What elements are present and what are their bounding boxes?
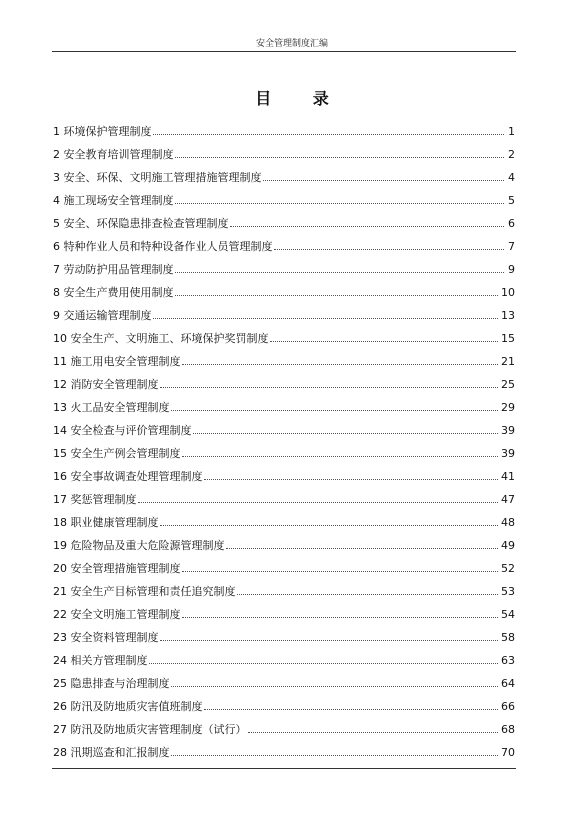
toc-entry-title: 27 防汛及防地质灾害管理制度（试行） [53, 723, 247, 736]
toc-dot-leader [175, 157, 505, 158]
toc-entry-title: 7 劳动防护用品管理制度 [53, 263, 174, 276]
toc-entry[interactable] [53, 737, 515, 760]
toc-entry-title: 28 汛期巡查和汇报制度 [53, 746, 170, 759]
toc-entry-title: 4 施工现场安全管理制度 [53, 194, 174, 207]
toc-entry-title: 10 安全生产、文明施工、环境保护奖罚制度 [53, 332, 269, 345]
toc-entry-page-number: 25 [501, 378, 515, 391]
toc-dot-leader [204, 709, 499, 710]
toc-entry[interactable] [53, 208, 515, 231]
toc-entry[interactable] [53, 576, 515, 599]
toc-dot-leader [182, 571, 499, 572]
toc-entry-title: 14 安全检查与评价管理制度 [53, 424, 192, 437]
toc-dot-leader [153, 318, 499, 319]
toc-entry-title: 9 交通运输管理制度 [53, 309, 152, 322]
toc-entry-title: 8 安全生产费用使用制度 [53, 286, 174, 299]
toc-dot-leader [182, 617, 499, 618]
toc-entry-page-number: 29 [501, 401, 515, 414]
toc-entry[interactable] [53, 691, 515, 714]
toc-entry-page-number: 5 [508, 194, 515, 207]
toc-entry-title: 21 安全生产目标管理和责任追究制度 [53, 585, 236, 598]
toc-entry-page-number: 52 [501, 562, 515, 575]
toc-dot-leader [182, 364, 499, 365]
toc-entry-page-number: 41 [501, 470, 515, 483]
toc-dot-leader [175, 272, 505, 273]
toc-dot-leader [270, 341, 499, 342]
toc-entry-title: 5 安全、环保隐患排查检查管理制度 [53, 217, 229, 230]
toc-dot-leader [263, 180, 505, 181]
toc-entry-page-number: 54 [501, 608, 515, 621]
toc-entry[interactable] [53, 346, 515, 369]
toc-entry-page-number: 1 [508, 125, 515, 138]
toc-entry-title: 22 安全文明施工管理制度 [53, 608, 181, 621]
running-header: 安全管理制度汇编 [255, 39, 328, 49]
toc-entry-title: 11 施工用电安全管理制度 [53, 355, 181, 368]
toc-entry-page-number: 47 [501, 493, 515, 506]
toc-entry-page-number: 70 [501, 746, 515, 759]
toc-entry-title: 25 隐患排查与治理制度 [53, 677, 170, 690]
toc-entry-title: 19 危险物品及重大危险源管理制度 [53, 539, 225, 552]
toc-entry-page-number: 21 [501, 355, 515, 368]
toc-dot-leader [204, 479, 499, 480]
toc-entry-title: 17 奖惩管理制度 [53, 493, 137, 506]
toc-entry[interactable] [53, 622, 515, 645]
toc-dot-leader [160, 387, 499, 388]
toc-dot-leader [175, 203, 505, 204]
toc-entry[interactable] [53, 461, 515, 484]
toc-entry-title: 6 特种作业人员和特种设备作业人员管理制度 [53, 240, 273, 253]
toc-entry-page-number: 64 [501, 677, 515, 690]
toc-entry[interactable] [53, 553, 515, 576]
toc-entry-page-number: 48 [501, 516, 515, 529]
toc-entry-title: 13 火工品安全管理制度 [53, 401, 170, 414]
toc-entry[interactable] [53, 162, 515, 185]
toc-entry-page-number: 9 [508, 263, 515, 276]
toc-entry-title: 1 环境保护管理制度 [53, 125, 152, 138]
toc-entry-page-number: 68 [501, 723, 515, 736]
toc-dot-leader [193, 433, 499, 434]
header-divider [52, 51, 516, 52]
toc-entry-title: 23 安全资料管理制度 [53, 631, 159, 644]
toc-entry[interactable] [53, 530, 515, 553]
toc-dot-leader [171, 410, 499, 411]
toc-entry-title: 26 防汛及防地质灾害值班制度 [53, 700, 203, 713]
toc-title: 目 录 [255, 89, 347, 108]
toc-entry-title: 18 职业健康管理制度 [53, 516, 159, 529]
toc-entry[interactable] [53, 392, 515, 415]
toc-entry[interactable] [53, 323, 515, 346]
toc-entry[interactable] [53, 599, 515, 622]
toc-entry-title: 12 消防安全管理制度 [53, 378, 159, 391]
toc-entry[interactable] [53, 645, 515, 668]
toc-dot-leader [171, 755, 499, 756]
toc-entry[interactable] [53, 714, 515, 737]
toc-entry[interactable] [53, 254, 515, 277]
toc-entry-page-number: 7 [508, 240, 515, 253]
toc-entry-page-number: 10 [501, 286, 515, 299]
toc-dot-leader [153, 134, 505, 135]
toc-dot-leader [182, 456, 499, 457]
toc-dot-leader [160, 525, 499, 526]
toc-dot-leader [171, 686, 499, 687]
toc-entry[interactable] [53, 139, 515, 162]
toc-entry-page-number: 49 [501, 539, 515, 552]
toc-dot-leader [237, 594, 499, 595]
toc-dot-leader [160, 640, 499, 641]
toc-entry-title: 2 安全教育培训管理制度 [53, 148, 174, 161]
toc-entry-title: 3 安全、环保、文明施工管理措施管理制度 [53, 171, 262, 184]
toc-dot-leader [175, 295, 499, 296]
toc-entry[interactable] [53, 438, 515, 461]
toc-entry-page-number: 39 [501, 447, 515, 460]
toc-entry-page-number: 2 [508, 148, 515, 161]
toc-entry[interactable] [53, 668, 515, 691]
toc-entry-title: 16 安全事故调查处理管理制度 [53, 470, 203, 483]
toc-entry-title: 20 安全管理措施管理制度 [53, 562, 181, 575]
toc-entry-page-number: 4 [508, 171, 515, 184]
toc-entry-title: 15 安全生产例会管理制度 [53, 447, 181, 460]
toc-entry-page-number: 39 [501, 424, 515, 437]
toc-entry[interactable] [53, 415, 515, 438]
toc-entry-title: 24 相关方管理制度 [53, 654, 148, 667]
toc-entry-page-number: 15 [501, 332, 515, 345]
toc-dot-leader [149, 663, 499, 664]
toc-dot-leader [226, 548, 499, 549]
toc-entry[interactable] [53, 231, 515, 254]
toc-entry-page-number: 53 [501, 585, 515, 598]
toc-dot-leader [274, 249, 505, 250]
toc-dot-leader [230, 226, 505, 227]
toc-entry[interactable] [53, 116, 515, 139]
footer-divider [52, 768, 516, 769]
toc-entry[interactable] [53, 277, 515, 300]
toc-entry-page-number: 63 [501, 654, 515, 667]
toc-list [53, 116, 515, 760]
toc-entry[interactable] [53, 185, 515, 208]
toc-entry[interactable] [53, 507, 515, 530]
toc-entry-page-number: 66 [501, 700, 515, 713]
toc-dot-leader [248, 732, 499, 733]
toc-entry-page-number: 6 [508, 217, 515, 230]
toc-entry-page-number: 13 [501, 309, 515, 322]
toc-entry[interactable] [53, 484, 515, 507]
toc-entry[interactable] [53, 300, 515, 323]
toc-dot-leader [138, 502, 499, 503]
toc-entry-page-number: 58 [501, 631, 515, 644]
toc-entry[interactable] [53, 369, 515, 392]
